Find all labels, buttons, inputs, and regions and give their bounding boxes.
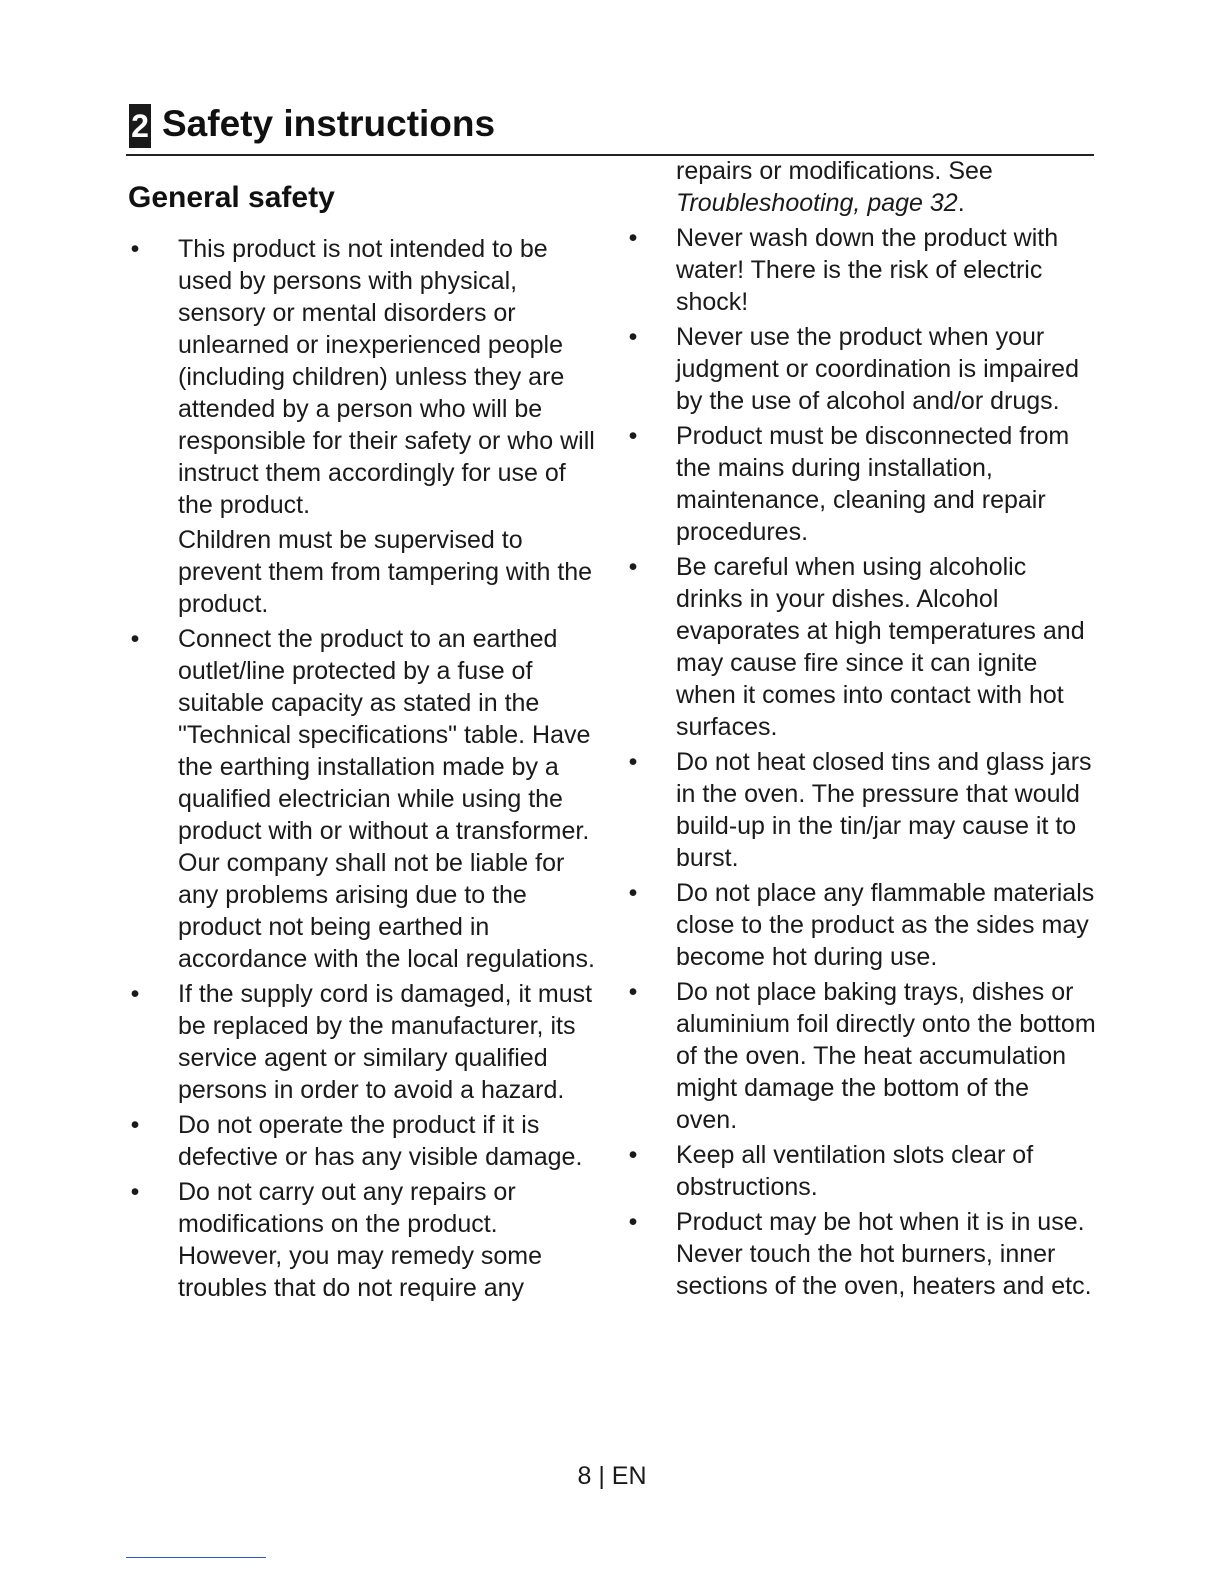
bullet-icon: • — [628, 1141, 638, 1169]
chapter-title: Safety instructions — [162, 103, 496, 144]
bullet-icon: • — [628, 879, 638, 907]
list-item-text: Connect the product to an earthed outlet/line protected by a fuse of suitable capacity as stated in the "Technical specifications" table. Have the earthing installation made by a qualified electrician while using the product with or without a transformer. Our company shall not be liable for any problems arising due to the product not being earthed in accordance with the local regulations. — [178, 625, 595, 973]
list-item-text: If the supply cord is damaged, it must be replaced by the manufacturer, its service agent or similary qualified persons in order to avoid a hazard. — [178, 980, 593, 1104]
list-item — [128, 623, 598, 975]
list-item — [626, 222, 1096, 318]
list-item — [626, 420, 1096, 548]
list-item-text: Do not place baking trays, dishes or aluminium foil directly onto the bottom of the oven. The heat accumulation might damage the bottom of the oven. — [676, 978, 1096, 1134]
bullet-icon: • — [130, 1111, 140, 1139]
list-item — [626, 877, 1096, 973]
list-item-text: Do not heat closed tins and glass jars in the oven. The pressure that would build-up in the tin/jar may cause it to burst. — [676, 748, 1092, 872]
list-item-text: Do not operate the product if it is defective or has any visible damage. — [178, 1111, 583, 1171]
list-item — [626, 551, 1096, 743]
list-item-text: Never wash down the product with water! There is the risk of electric shock! — [676, 224, 1059, 316]
troubleshooting-reference: Troubleshooting, page 32 — [676, 189, 958, 217]
left-column — [128, 233, 598, 1307]
list-item — [626, 746, 1096, 874]
list-item — [128, 1109, 598, 1173]
list-item — [128, 978, 598, 1106]
list-item-text: Do not carry out any repairs or modifications on the product. However, you may remedy some troubles that do not require any — [178, 1178, 543, 1302]
page-number: 8 | EN — [577, 1462, 647, 1490]
chapter-number-badge: 2 — [129, 104, 151, 148]
list-item-text: Do not place any flammable materials close to the product as the sides may become hot during use. — [676, 879, 1095, 971]
bottom-divider — [126, 1557, 266, 1558]
continued-suffix: . — [957, 189, 965, 217]
list-item — [626, 976, 1096, 1136]
list-item-text: This product is not intended to be used by persons with physical, sensory or mental disorders or unlearned or inexperienced people (including children) unless they are attended by a person who will be responsible for their safety or who will instruct them accordingly for use of the product. — [178, 235, 595, 519]
list-item-text: Children must be supervised to prevent them from tampering with the product. — [178, 526, 593, 618]
list-item-text: Never use the product when your judgment or coordination is impaired by the use of alcohol and/or drugs. — [676, 323, 1079, 415]
list-item-text: Be careful when using alcoholic drinks in your dishes. Alcohol evaporates at high temperatures and may cause fire since it can ignite when it comes into contact with hot surfaces. — [676, 553, 1085, 741]
bullet-icon: • — [628, 224, 638, 252]
section-heading-general-safety: General safety — [128, 181, 335, 214]
list-item — [626, 1139, 1096, 1203]
list-item — [626, 321, 1096, 417]
bullet-icon: • — [628, 422, 638, 450]
bullet-icon: • — [130, 235, 140, 263]
bullet-icon: • — [130, 1178, 140, 1206]
continued-paragraph — [626, 155, 1096, 219]
bullet-icon: • — [628, 553, 638, 581]
list-item — [626, 1206, 1096, 1302]
list-item — [128, 233, 598, 620]
bullet-icon: • — [628, 323, 638, 351]
chapter-header — [126, 96, 1094, 156]
bullet-icon: • — [628, 978, 638, 1006]
right-column — [626, 155, 1096, 1305]
bullet-icon: • — [628, 1208, 638, 1236]
bullet-icon: • — [130, 980, 140, 1008]
list-item-text: Keep all ventilation slots clear of obstructions. — [676, 1141, 1034, 1201]
list-item-text: Product must be disconnected from the mains during installation, maintenance, cleaning and repair procedures. — [676, 422, 1070, 546]
bullet-icon: • — [130, 625, 140, 653]
bullet-icon: • — [628, 748, 638, 776]
list-item-text: Product may be hot when it is in use. Never touch the hot burners, inner sections of the oven, heaters and etc. — [676, 1208, 1092, 1300]
list-item — [128, 1176, 598, 1304]
continued-text: repairs or modifications. See — [676, 157, 993, 185]
